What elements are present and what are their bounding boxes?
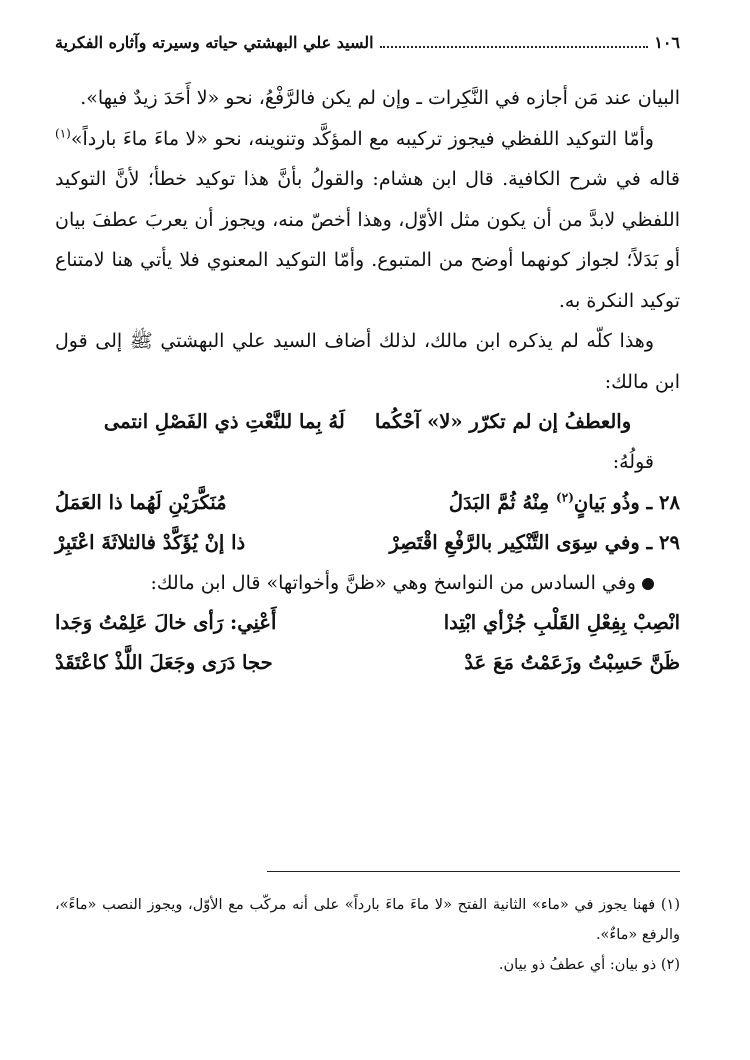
verse-29 — [55, 523, 680, 563]
main-text — [55, 78, 680, 683]
book-page — [55, 0, 680, 1060]
paragraph-4 — [55, 563, 680, 604]
verse-28-second-hemistich: مُنَكَّرَيْنِ لَهُما ذا العَمَلُ — [55, 490, 227, 514]
verse-first-hemistich: والعطفُ إن لم تكرّر «لا» آحْكُما — [374, 410, 632, 433]
footnote-ref-1[interactable]: (١) — [55, 126, 71, 141]
paragraph-4-text: وفي السادس من النواسخ وهي «ظنَّ وأخواتها» قال ابن مالك: — [150, 571, 636, 594]
page-header — [55, 33, 680, 59]
verse-29-first-hemistich: ٢٩ ـ وفي سِوَى التَّنْكِير بالرَّفْعِ اقْتَصِرْ — [389, 530, 680, 554]
footnote-2: (٢) ذو بيان: أي عطفُ ذو بيان. — [498, 957, 680, 973]
paragraph-2-part-a: وأمّا التوكيد اللفظي فيجوز تركيبه مع المؤكَّد وتنوينه، نحو «لا ماءَ ماءَ بارداً» — [70, 127, 654, 150]
footnote-1: (١) فهنا يجوز في «ماء» الثانية الفتح «لا ماءَ ماءَ بارداً» على أنه مركّب مع الأوّل، ويجوز النصب «ماءً»، والرفع «ماءٌ». — [55, 897, 680, 943]
page-number: ١٠٦ — [654, 33, 680, 52]
verse-zanna-1 — [55, 603, 680, 643]
paragraph-2 — [55, 119, 680, 322]
footnote-ref-2[interactable]: (٢) — [556, 490, 574, 504]
paragraph-3: وهذا كلّه لم يذكره ابن مالك، لذلك أضاف السيد علي البهشتي ﷺ إلى قول ابن مالك: — [55, 330, 680, 393]
paragraph-2-part-b: قاله في شرح الكافية. قال ابن هشام: والقولُ بأنَّ هذا توكيد خطأ؛ لأنَّ التوكيد اللفظي لابدَّ من أن يكون مثل الأوّل، وهذا أخصّ منه، ويجوز أن يعربَ عطفَ بيان أو بَدَلاً؛ لجواز كونهما أوضح من المتبوع. وأمّا التوكيد المعنوي فلا يأتي هنا لامتناع توكيد النكرة به. — [55, 168, 680, 312]
verse-zanna-2 — [55, 643, 680, 683]
verse-28-first-hemistich — [449, 483, 680, 523]
verse-zanna-1-first-hemistich: انْصِبْ بِفِعْلِ القَلْبِ جُزْأي ابْتِدا — [443, 611, 680, 634]
verse-28 — [55, 483, 680, 523]
verse-zanna-1-second-hemistich: أَعْنِي: رَأى خالَ عَلِمْتُ وَجَدا — [55, 611, 277, 634]
verse-29-second-hemistich: ذا إنْ يُؤَكَّدْ فالثلاثَةَ اعْتَبِرْ — [55, 530, 246, 554]
qawluhu-label: قولُهُ: — [612, 451, 654, 473]
footnote-separator — [267, 871, 680, 872]
verse-ibn-malik — [55, 402, 680, 442]
running-title: السيد علي البهشتي حياته وسيرته وآثاره الفكرية — [55, 33, 374, 52]
verse-28-part-a: ٢٨ ـ وذُو بَيانٍ — [573, 490, 680, 514]
verse-second-hemistich: لَهُ بِما للنَّعْتِ ذي الفَصْلِ انتمى — [103, 410, 345, 433]
verse-zanna-2-second-hemistich: حجا دَرَى وجَعَلَ اللَّذْ كاعْتَقَدْ — [55, 651, 273, 674]
header-dot-leader — [380, 46, 649, 48]
footnotes — [55, 890, 680, 980]
bullet-icon — [642, 578, 654, 590]
paragraph-1: البيان عند مَن أجازه في النَّكِرات ـ وإن لم يكن فالرَّفْعُ، نحو «لا أَحَدَ زيدٌ فيها». — [80, 87, 680, 109]
verse-zanna-2-first-hemistich: ظَنَّ حَسِبْتُ وزَعَمْتُ مَعَ عَدْ — [464, 651, 680, 674]
verse-28-part-b: مِنْهُ ثُمَّ البَدَلُ — [448, 490, 557, 514]
